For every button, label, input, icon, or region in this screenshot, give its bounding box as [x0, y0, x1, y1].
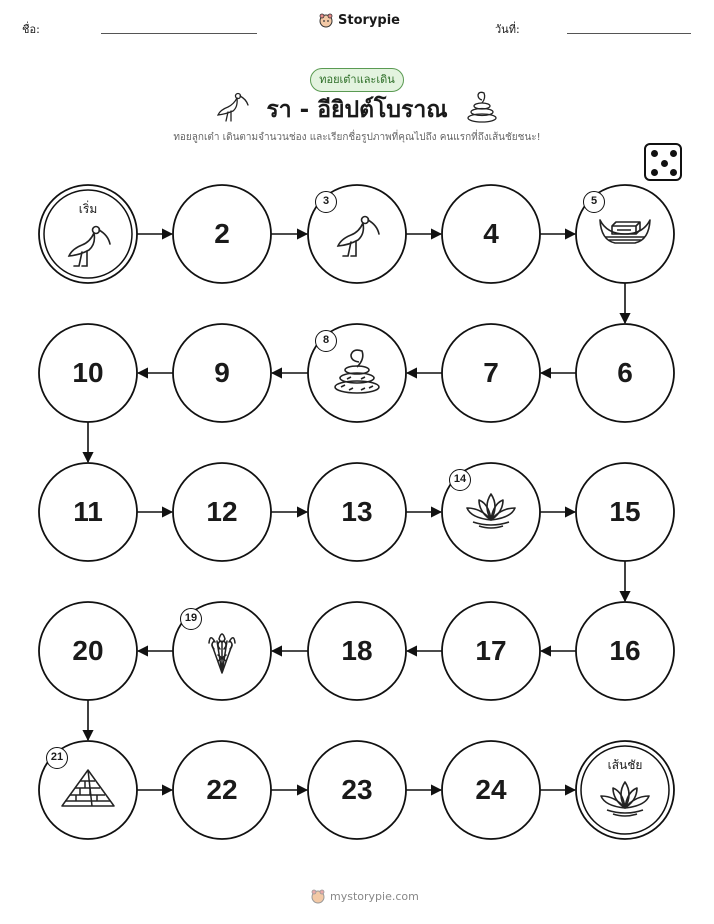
- space-number: 12: [206, 496, 238, 527]
- space-number: 11: [73, 496, 103, 527]
- space-number: 10: [72, 357, 104, 388]
- space-number: 2: [214, 218, 230, 249]
- space-number: 17: [475, 635, 507, 666]
- name-label: ชื่อ:: [22, 23, 40, 36]
- game-type-badge: ทอยเต๋าและเดิน: [310, 68, 404, 92]
- space-number-badge: 3: [315, 191, 337, 213]
- space-number: 4: [483, 218, 499, 249]
- space-number: 18: [341, 635, 373, 666]
- space-number: 9: [214, 357, 230, 388]
- space-number-badge: 5: [583, 191, 605, 213]
- space-number: 6: [617, 357, 633, 388]
- space-number: 16: [609, 635, 641, 666]
- footer: [310, 888, 419, 904]
- footer-url[interactable]: mystorypie.com: [330, 889, 419, 903]
- space-number: 20: [72, 635, 104, 666]
- space-number: 24: [475, 774, 507, 805]
- space-number-badge: 14: [449, 469, 471, 491]
- instructions-text: ทอยลูกเต๋า เดินตามจำนวนช่อง และเรียกชื่อรูปภาพที่คุณไปถึง คนแรกที่ถึงเส้นชัยชนะ!: [173, 132, 541, 143]
- page-title: รา - อียิปต์โบราณ: [266, 97, 448, 123]
- start-label: เริ่ม: [78, 202, 98, 216]
- space-number: 22: [206, 774, 238, 805]
- brand-name: Storypie: [338, 12, 400, 28]
- space-number: 13: [341, 496, 373, 527]
- date-label: วันที่:: [495, 23, 520, 36]
- space-number-badge: 21: [46, 747, 68, 769]
- storypie-mascot-icon: [310, 888, 326, 904]
- finish-label: เส้นชัย: [607, 758, 643, 772]
- space-number: 23: [341, 774, 373, 805]
- space-number-badge: 19: [180, 608, 202, 630]
- space-number-badge: 8: [315, 330, 337, 352]
- space-number: 7: [483, 357, 499, 388]
- space-number: 15: [609, 496, 641, 527]
